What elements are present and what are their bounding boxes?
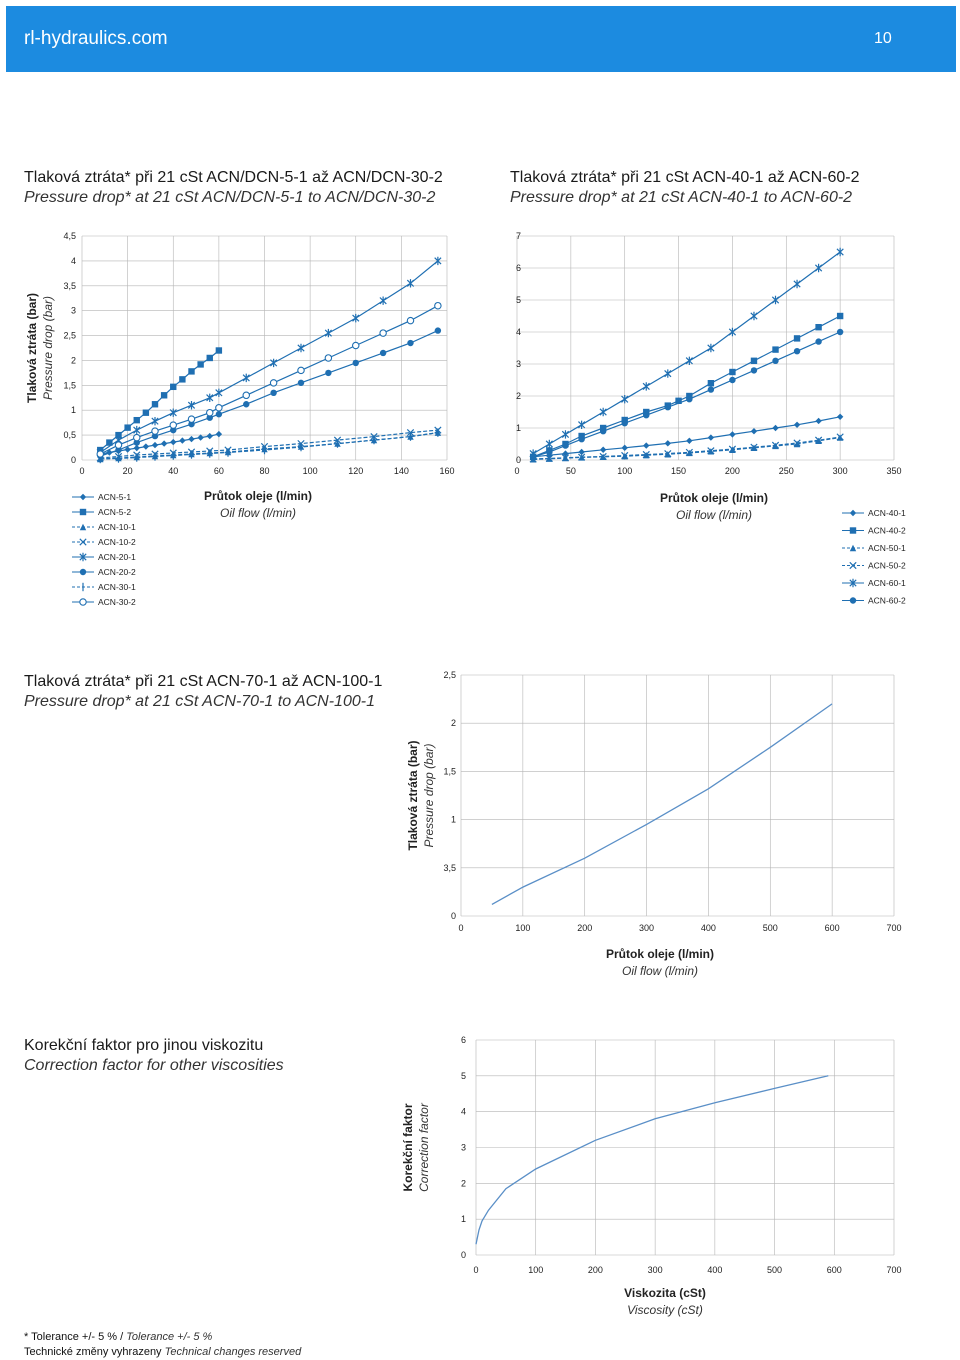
chart4-y-axis-title-en: Correction factor [417,1103,431,1192]
chart1-data-point [298,344,304,352]
chart2-data-point [708,344,714,352]
chart1-y-tick-label: 2,5 [63,330,76,341]
chart2-data-point [708,434,714,440]
chart2-data-point [815,418,821,424]
chart2-data-point [578,421,584,429]
chart2-data-point [837,329,843,335]
chart1-data-point [298,367,304,373]
chart3-y-tick-label: 1 [450,814,456,825]
chart3-x-tick-label: 0 [458,923,464,933]
chart4-x-tick-label: 300 [647,1265,663,1275]
chart4-y-tick-label: 2 [460,1178,466,1189]
chart1-data-point [188,416,194,422]
chart1-data-point [207,394,213,402]
chart4-y-tick-label: 6 [460,1035,466,1045]
chart1-data-point [134,445,140,451]
section4-title-en: Correction factor for other viscosities [24,1057,284,1074]
chart3-x-tick-label: 500 [762,923,778,933]
chart1-data-point [270,390,276,396]
chart1-data-point [353,342,359,348]
chart2-x-tick-label: 100 [617,466,633,476]
chart3-x-tick-label: 700 [886,923,902,933]
chart2-y-tick-label: 5 [515,295,521,305]
chart1-data-point [152,428,158,434]
section2-title-cz: Tlaková ztráta* při 21 cSt ACN-40-1 až ACN-60-2 [510,169,860,186]
chart2-data-point [665,369,671,377]
chart2-data-point [794,348,800,354]
chart1-data-point [325,329,331,337]
chart2-data-point [546,440,552,448]
chart1-y-tick-label: 4 [70,255,76,266]
chart2-data-point [686,438,692,444]
chart4-x-axis-title-en: Viscosity (cSt) [627,1303,703,1317]
chart2-y-tick-label: 6 [515,263,521,273]
chart3-x-axis-title: Průtok oleje (l/min) [605,947,715,961]
chart2-legend-label: ACN-50-1 [868,543,906,553]
chart1-data-point [188,368,194,374]
chart2-y-tick-label: 4 [515,327,521,337]
footer [24,1330,301,1360]
chart1-series-line [100,306,438,454]
chart2-data-point [751,428,757,434]
chart2-data-point [815,324,821,330]
chart1-data-point [161,440,167,446]
chart2-data-point [600,447,606,453]
footer-tolerance: * Tolerance +/- 5 % / [24,1331,124,1343]
chart1-data-point [407,317,413,323]
chart2-x-tick-label: 250 [778,466,794,476]
chart1-x-tick-label: 20 [122,466,133,476]
chart2-data-point [665,440,671,446]
footer-tolerance-en: Tolerance +/- 5 % [126,1331,213,1343]
chart2-data-point [837,313,843,319]
chart2-y-tick-label: 1 [515,423,521,433]
chart1-legend-label: ACN-30-2 [98,597,136,607]
chart1-legend-label: ACN-30-1 [98,582,136,592]
chart1-data-point [207,433,213,439]
chart2-legend-marker [850,562,856,568]
chart1-series-line [100,430,438,458]
section3-title-en: Pressure drop* at 21 cSt ACN-70-1 to ACN-100-1 [24,693,375,710]
chart1-legend-marker [80,509,86,515]
chart2-data-point [600,428,606,434]
chart2-data-point [837,414,843,420]
chart1-y-tick-label: 3,5 [63,280,76,291]
chart1-data-point [380,350,386,356]
chart1-data-point [197,361,203,367]
chart2-data-point [751,358,757,364]
chart2-data-point [562,430,568,438]
chart1-data-point [207,355,213,361]
section4-title-cz: Korekční faktor pro jinou viskozitu [24,1037,264,1054]
chart2-legend-marker [850,545,856,551]
chart2-x-tick-label: 200 [724,466,740,476]
chart3-x-tick-label: 400 [700,923,716,933]
chart2-y-tick-label: 2 [515,391,521,401]
chart2-data-point [794,280,800,288]
chart4-x-tick-label: 200 [587,1265,603,1275]
chart1-data-point [216,431,222,437]
chart4-y-tick-label: 0 [460,1250,466,1260]
section3-title-cz: Tlaková ztráta* při 21 cSt ACN-70-1 až ACN-100-1 [24,673,383,690]
chart2-x-tick-label: 0 [514,466,520,476]
chart3-y-axis-title-en: Pressure drop (bar) [422,743,436,848]
chart1-data-point [152,442,158,448]
chart1-x-tick-label: 120 [348,466,364,476]
page-number: 10 [874,30,892,47]
footer-changes: Technické změny vyhrazeny [24,1346,162,1358]
chart2-data-point [665,404,671,410]
chart1-data-point [407,340,413,346]
chart2-legend-label: ACN-40-1 [868,508,906,518]
chart1-data-point [161,392,167,398]
chart2-legend-marker [850,597,856,603]
chart2-y-tick-label: 3 [515,359,521,369]
chart4-x-tick-label: 400 [707,1265,723,1275]
chart1-legend-marker [80,599,86,605]
chart2-data-point [708,386,714,392]
section1-title-cz: Tlaková ztráta* při 21 cSt ACN/DCN-5-1 až ACN/DCN-30-2 [24,169,443,186]
chart1-x-tick-label: 140 [393,466,409,476]
chart1-data-point [243,374,249,382]
chart2-data-point [643,382,649,390]
chart3-series-line [492,704,832,905]
chart1-data-point [243,392,249,398]
chart1-data-point [152,417,158,425]
chart2-x-tick-label: 350 [886,466,902,476]
chart1-y-tick-label: 4,5 [63,231,76,241]
chart1-y-axis-title-en: Pressure drop (bar) [41,295,55,401]
chart1-data-point [353,314,359,322]
chart1-data-point [115,442,121,448]
chart3-x-axis-title-en: Oil flow (l/min) [621,964,699,978]
chart2-data-point [686,396,692,402]
chart2-data-point [643,442,649,448]
chart2-data-point [772,425,778,431]
chart3-y-tick-label: 3,5 [443,862,456,873]
chart4-y-tick-label: 3 [460,1142,466,1153]
chart2-data-point [686,357,692,365]
chart1-y-tick-label: 1,5 [63,380,76,391]
chart1-data-point [407,279,413,287]
chart2-data-point [643,412,649,418]
chart4-y-tick-label: 5 [460,1070,466,1081]
chart2-data-point [729,369,735,375]
chart1-data-point [170,422,176,428]
chart1-x-axis-title-en: Oil flow (l/min) [219,506,297,520]
chart1-legend-marker [80,524,86,530]
chart3-x-tick-label: 600 [824,923,840,933]
chart4-x-tick-label: 500 [767,1265,783,1275]
chart1-y-tick-label: 0 [70,455,76,465]
chart4-x-tick-label: 100 [528,1265,544,1275]
chart2-legend-marker [850,527,856,533]
chart2-data-point [622,395,628,403]
chart2-data-point [815,338,821,344]
chart3-y-tick-label: 2,5 [443,670,456,680]
chart1-x-tick-label: 100 [302,466,318,476]
chart1-x-tick-label: 60 [213,466,224,476]
chart2-data-point [729,431,735,437]
site-name[interactable]: rl-hydraulics.com [24,28,168,49]
chart1-legend-label: ACN-10-2 [98,537,136,547]
chart3-y-axis-title: Tlaková ztráta (bar) [406,740,420,851]
chart4-x-tick-label: 600 [826,1265,842,1275]
chart2-legend-marker [850,510,856,516]
chart1-data-point [97,451,103,457]
chart2-x-tick-label: 50 [565,466,576,476]
chart3-y-tick-label: 1,5 [443,766,456,777]
chart2-y-tick-label: 7 [515,231,521,241]
chart1-data-point [216,389,222,397]
chart1-data-point [134,434,140,440]
chart1-data-point [134,417,140,423]
chart3-x-tick-label: 100 [515,923,531,933]
chart4-x-tick-label: 700 [886,1265,902,1275]
chart1-legend-marker [80,494,86,500]
chart1-legend-label: ACN-10-1 [98,522,136,532]
chart1-data-point [243,401,249,407]
chart2-y-tick-label: 0 [515,455,521,465]
chart1-x-axis-title: Průtok oleje (l/min) [203,489,313,503]
chart1-x-tick-label: 80 [259,466,270,476]
chart1-x-tick-label: 0 [79,466,85,476]
chart1-legend-label: ACN-20-2 [98,567,136,577]
chart1-data-point [207,410,213,416]
chart1-y-tick-label: 2 [70,355,76,366]
chart2-x-axis-title-en: Oil flow (l/min) [675,508,753,522]
chart2-legend-label: ACN-40-2 [868,525,906,536]
chart1-y-axis-title: Tlaková ztráta (bar) [25,292,39,404]
chart1-data-point [270,359,276,367]
chart4-x-axis-title: Viskozita (cSt) [624,1286,706,1300]
section1-title-en: Pressure drop* at 21 cSt ACN/DCN-5-1 to ACN/DCN-30-2 [24,189,436,206]
chart2-x-tick-label: 150 [671,466,687,476]
chart2-x-axis-title: Průtok oleje (l/min) [659,491,769,505]
chart4-x-tick-label: 0 [473,1265,479,1275]
chart2-data-point [794,335,800,341]
chart2-legend-label: ACN-50-2 [868,560,906,571]
chart1-data-point [435,302,441,308]
chart1-data-point [216,347,222,353]
chart2-data-point [546,449,552,455]
chart1-series-line [100,261,438,453]
chart1-data-point [353,360,359,366]
chart2-data-point [772,346,778,352]
chart1-data-point [188,401,194,409]
chart1-data-point [435,327,441,333]
chart1-legend-label: ACN-5-1 [98,492,132,502]
chart2-data-point [794,422,800,428]
chart1-data-point [143,443,149,449]
chart1-y-tick-label: 3 [70,305,76,316]
chart1-legend-label: ACN-5-2 [98,507,132,517]
chart2-legend-label: ACN-60-2 [868,595,906,606]
chart1-legend-marker [80,569,86,575]
chart1-data-point [124,424,130,430]
chart2-data-point [562,442,568,448]
chart3-y-tick-label: 0 [450,911,456,921]
chart2-data-point [600,408,606,416]
chart1-data-point [216,411,222,417]
chart1-legend-label: ACN-20-1 [98,552,136,562]
chart1-data-point [179,376,185,382]
chart2-data-point [837,248,843,256]
chart2-data-point [622,420,628,426]
chart2-data-point [708,380,714,386]
chart1-data-point [170,384,176,390]
chart1-data-point [179,437,185,443]
chart2-data-point [530,454,536,460]
chart2-data-point [751,312,757,320]
chart1-data-point [170,409,176,417]
chart1-data-point [170,439,176,445]
chart4-y-axis-title: Korekční faktor [401,1103,415,1192]
chart1-data-point [270,380,276,386]
chart1-data-point [152,401,158,407]
chart2-data-point [578,436,584,442]
chart2-x-tick-label: 300 [832,466,848,476]
chart1-y-tick-label: 1 [70,405,76,416]
chart1-x-tick-label: 160 [439,466,455,476]
chart1-data-point [143,410,149,416]
chart2-legend-label: ACN-60-1 [868,578,906,588]
chart2-data-point [772,358,778,364]
chart1-data-point [325,370,331,376]
chart2-data-point [622,445,628,451]
chart1-data-point [134,426,140,434]
chart1-data-point [380,330,386,336]
chart1-data-point [325,355,331,361]
footer-changes-en: Technical changes reserved [164,1346,302,1358]
chart1-x-tick-label: 40 [168,466,179,476]
chart1-data-point [298,380,304,386]
chart1-legend-marker [80,539,86,545]
chart3-x-tick-label: 300 [639,923,655,933]
chart3-y-tick-label: 2 [450,718,456,729]
chart1-y-tick-label: 0,5 [63,430,76,441]
chart4-y-tick-label: 4 [460,1106,466,1117]
chart2-data-point [729,377,735,383]
chart3-x-tick-label: 200 [577,923,593,933]
chart1-series-line [100,331,438,456]
section2-title-en: Pressure drop* at 21 cSt ACN-40-1 to ACN-60-2 [510,189,853,206]
chart1-data-point [380,297,386,305]
chart4-y-tick-label: 1 [460,1214,466,1225]
chart1-data-point [216,405,222,411]
chart1-data-point [188,436,194,442]
chart2-data-point [751,367,757,373]
